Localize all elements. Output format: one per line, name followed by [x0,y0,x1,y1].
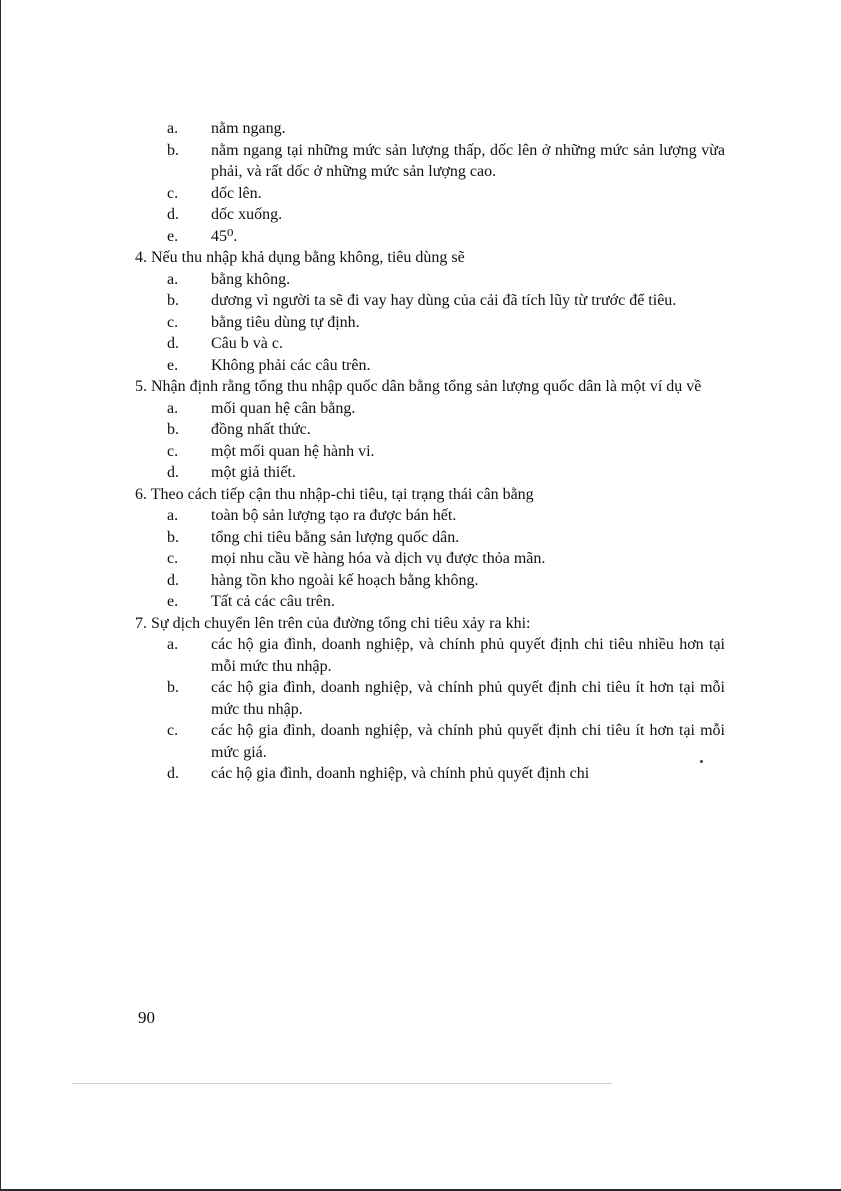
option-text: mối quan hệ cân bằng. [211,399,356,417]
page-content [135,118,725,785]
answer-option [135,118,725,140]
answer-option [135,462,725,484]
option-text: 45⁰. [211,227,238,245]
option-letter: e. [167,356,179,374]
answer-option [135,183,725,205]
answer-option [135,527,725,549]
answer-option [135,591,725,613]
option-letter: b. [167,528,179,546]
option-text: dốc lên. [211,184,262,202]
option-letter: c. [167,722,179,739]
option-letter: a. [167,120,179,137]
answer-option [135,720,725,763]
answer-option [135,398,725,420]
option-letter: e. [167,227,179,245]
page-number: 90 [138,1008,155,1027]
option-letter: c. [167,313,179,331]
option-letter: a. [167,507,179,524]
answer-option [135,269,725,291]
option-letter: a. [167,399,179,417]
option-letter: d. [167,335,179,352]
option-text: nằm ngang tại những mức sản lượng thấp, dốc lên ở những mức sản lượng vừa phải, và rất dốc ở những mức sản lượng cao. [211,141,725,180]
option-letter: b. [167,421,179,438]
option-letter: c. [167,442,179,460]
option-text: một mối quan hệ hành vi. [211,442,375,460]
answer-option [135,548,725,570]
answer-option [135,140,725,183]
question-stem: 5. Nhận định rằng tổng thu nhập quốc dân bằng tổng sản lượng quốc dân là một ví dụ về [135,378,702,395]
option-text: đồng nhất thức. [211,421,311,438]
answer-option [135,355,725,377]
option-text: tổng chi tiêu bằng sản lượng quốc dân. [211,528,460,546]
option-letter: b. [167,292,179,309]
answer-option [135,634,725,677]
option-text: các hộ gia đình, doanh nghiệp, và chính phủ quyết định chi tiêu ít hơn tại mỗi mức thu nhập. [211,679,725,718]
option-letter: e. [167,593,179,610]
option-text: Câu b và c. [211,335,283,352]
option-text: các hộ gia đình, doanh nghiệp, và chính phủ quyết định chi [211,765,590,782]
answer-option [135,505,725,527]
option-letter: c. [167,184,179,202]
option-text: bằng không. [211,270,291,288]
option-letter: d. [167,464,179,481]
answer-option [135,677,725,720]
option-text: Không phải các câu trên. [211,356,371,374]
answer-option [135,204,725,226]
question-stem: 7. Sự dịch chuyển lên trên của đường tổng chi tiêu xảy ra khi: [135,614,531,632]
option-letter: a. [167,270,179,288]
question-stem: 6. Theo cách tiếp cận thu nhập-chi tiêu, tại trạng thái cân bằng [135,485,534,503]
option-letter: b. [167,141,179,159]
scan-specks [700,760,704,764]
question-stem: 4. Nếu thu nhập khả dụng bằng không, tiêu dùng sẽ [135,249,465,266]
option-text: dốc xuống. [211,206,283,223]
option-text: một giả thiết. [211,464,296,481]
option-text: nằm ngang. [211,120,286,137]
answer-option [135,333,725,355]
option-letter: a. [167,636,179,653]
scan-left-edge [0,0,1,1191]
option-text: Tất cả các câu trên. [211,593,335,610]
answer-option [135,312,725,334]
option-text: các hộ gia đình, doanh nghiệp, và chính phủ quyết định chi tiêu ít hơn tại mỗi mức giá. [211,722,725,761]
option-letter: d. [167,206,179,223]
answer-option [135,226,725,248]
answer-option [135,763,725,785]
option-letter: d. [167,571,179,589]
option-text: dương vì người ta sẽ đi vay hay dùng của cải đã tích lũy từ trước để tiêu. [211,292,677,309]
answer-option [135,419,725,441]
answer-option [135,570,725,592]
answer-option [135,290,725,312]
option-letter: d. [167,765,179,782]
option-letter: c. [167,550,179,567]
scan-speck [700,760,703,763]
option-text: toàn bộ sản lượng tạo ra được bán hết. [211,507,457,524]
option-letter: b. [167,679,179,696]
answer-option [135,441,725,463]
option-text: các hộ gia đình, doanh nghiệp, và chính phủ quyết định chi tiêu nhiều hơn tại mỗi mức thu nhập. [211,636,725,675]
option-text: mọi nhu cầu về hàng hóa và dịch vụ được thỏa mãn. [211,550,546,567]
option-text: hàng tồn kho ngoài kế hoạch bằng không. [211,571,479,589]
footer-rule [72,1083,612,1084]
option-text: bằng tiêu dùng tự định. [211,313,360,331]
